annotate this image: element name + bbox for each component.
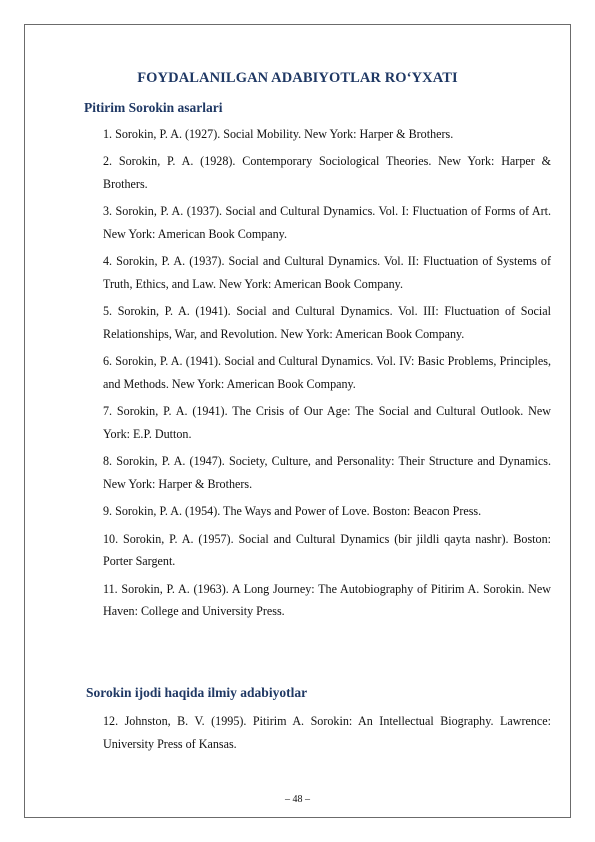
reference-item: 1. Sorokin, P. A. (1927). Social Mobility. New York: Harper & Brothers.	[103, 127, 454, 141]
reference-list-sorokin-works	[103, 123, 551, 628]
reference-item: 4. Sorokin, P. A. (1937). Social and Cultural Dynamics. Vol. II: Fluctuation of Systems of Truth, Ethics, and Law. New York: American Book Company.	[103, 254, 551, 291]
page-number: – 48 –	[285, 794, 310, 805]
section-heading-scholarly-literature: Sorokin ijodi haqida ilmiy adabiyotlar	[86, 685, 308, 700]
reference-item: 10. Sorokin, P. A. (1957). Social and Cultural Dynamics (bir jildli qayta nashr). Boston: Porter Sargent.	[103, 531, 551, 569]
section-heading-sorokin-works: Pitirim Sorokin asarlari	[84, 100, 223, 115]
reference-item: 5. Sorokin, P. A. (1941). Social and Cultural Dynamics. Vol. III: Fluctuation of Social Relationships, War, and Revolution. New York: American Book Company.	[103, 304, 551, 341]
reference-item: 8. Sorokin, P. A. (1947). Society, Culture, and Personality: Their Structure and Dynamics. New York: Harper & Brothers.	[103, 454, 551, 491]
reference-item: 7. Sorokin, P. A. (1941). The Crisis of Our Age: The Social and Cultural Outlook. New York: E.P. Dutton.	[103, 404, 551, 441]
reference-item: 9. Sorokin, P. A. (1954). The Ways and Power of Love. Boston: Beacon Press.	[103, 504, 482, 519]
reference-item: 2. Sorokin, P. A. (1928). Contemporary Sociological Theories. New York: Harper & Brothers.	[103, 154, 551, 191]
page-title: FOYDALANILGAN ADABIYOTLAR RO‘YXATI	[137, 70, 458, 86]
reference-item: 11. Sorokin, P. A. (1963). A Long Journey: The Autobiography of Pitirim A. Sorokin. New Haven: College and University Press.	[103, 581, 551, 619]
reference-item: 12. Johnston, B. V. (1995). Pitirim A. Sorokin: An Intellectual Biography. Lawrence: University Press of Kansas.	[103, 714, 551, 751]
reference-item: 3. Sorokin, P. A. (1937). Social and Cultural Dynamics. Vol. I: Fluctuation of Forms of Art. New York: American Book Company.	[103, 204, 551, 241]
reference-item: 6. Sorokin, P. A. (1941). Social and Cultural Dynamics. Vol. IV: Basic Problems, Principles, and Methods. New York: American Book Company.	[103, 354, 551, 391]
reference-list-scholarly-literature	[103, 710, 551, 760]
